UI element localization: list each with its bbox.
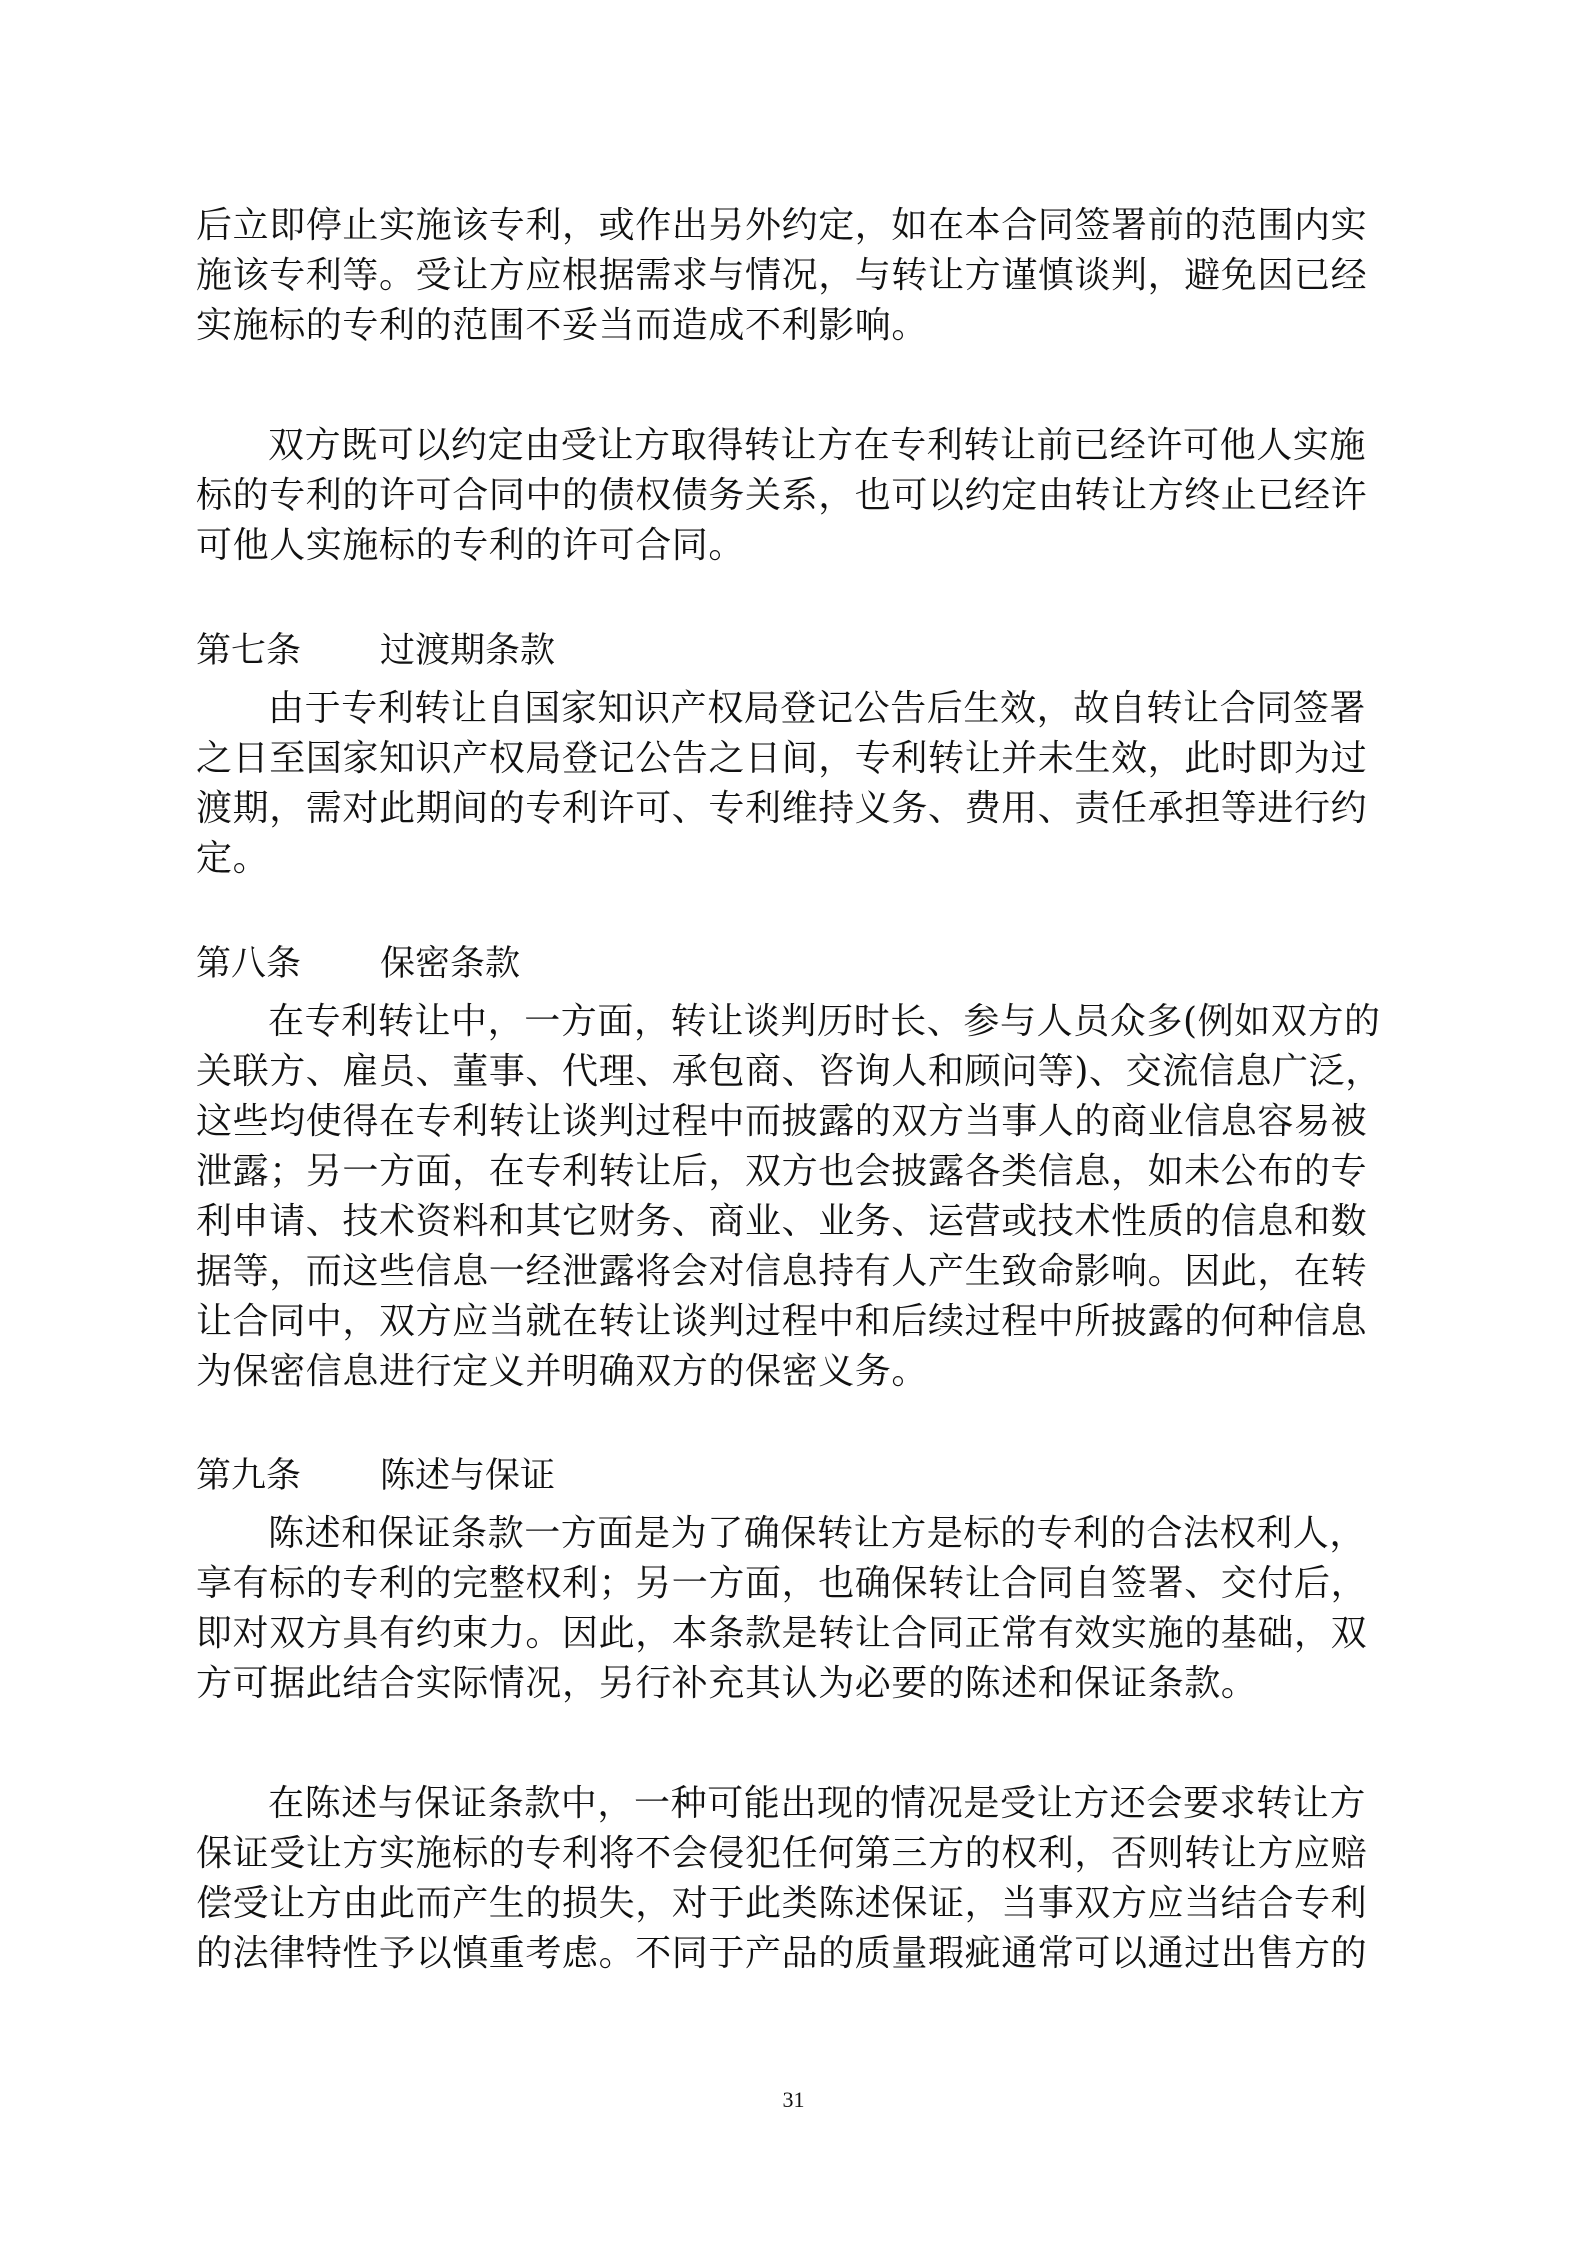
text-line: 可他人实施标的专利的许可合同。 — [196, 525, 746, 566]
text-line: 定。 — [196, 838, 270, 879]
text-line: 利申请、技术资料和其它财务、商业、业务、运营或技术性质的信息和数 — [196, 1201, 1368, 1242]
text-line: 方可据此结合实际情况，另行补充其认为必要的陈述和保证条款。 — [196, 1663, 1258, 1704]
article-number: 第九条 — [196, 1456, 302, 1496]
text-line: 关联方、雇员、董事、代理、承包商、咨询人和顾问等)、交流信息广泛， — [196, 1051, 1382, 1092]
text-line: 泄露；另一方面，在专利转让后，双方也会披露各类信息，如未公布的专 — [196, 1151, 1368, 1192]
article-number: 第八条 — [196, 944, 302, 984]
text-line: 之日至国家知识产权局登记公告之日间，专利转让并未生效，此时即为过 — [196, 738, 1368, 779]
article-number: 第七条 — [196, 631, 302, 671]
text-line: 标的专利的许可合同中的债权债务关系，也可以约定由转让方终止已经许 — [196, 475, 1368, 516]
text-line: 施该专利等。受让方应根据需求与情况，与转让方谨慎谈判，避免因已经 — [196, 255, 1368, 296]
text-line: 双方既可以约定由受让方取得转让方在专利转让前已经许可他人实施 — [268, 425, 1367, 466]
text-line: 即对双方具有约束力。因此，本条款是转让合同正常有效实施的基础，双 — [196, 1613, 1368, 1654]
text-line: 为保密信息进行定义并明确双方的保密义务。 — [196, 1351, 929, 1392]
article-title: 保密条款 — [380, 944, 521, 984]
text-line: 由于专利转让自国家知识产权局登记公告后生效，故自转让合同签署 — [268, 688, 1367, 729]
text-line: 渡期，需对此期间的专利许可、专利维持义务、费用、责任承担等进行约 — [196, 788, 1368, 829]
page-number: 31 — [782, 2087, 805, 2112]
text-line: 在专利转让中，一方面，转让谈判历时长、参与人员众多(例如双方的 — [268, 1001, 1381, 1042]
text-line: 实施标的专利的范围不妥当而造成不利影响。 — [196, 305, 929, 346]
text-line: 偿受让方由此而产生的损失，对于此类陈述保证，当事双方应当结合专利 — [196, 1883, 1368, 1924]
article-title: 陈述与保证 — [380, 1456, 556, 1496]
text-line: 陈述和保证条款一方面是为了确保转让方是标的专利的合法权利人， — [268, 1513, 1367, 1554]
text-line: 这些均使得在专利转让谈判过程中而披露的双方当事人的商业信息容易被 — [196, 1101, 1368, 1142]
text-line: 据等，而这些信息一经泄露将会对信息持有人产生致命影响。因此，在转 — [196, 1251, 1368, 1292]
text-line: 在陈述与保证条款中，一种可能出现的情况是受让方还会要求转让方 — [268, 1783, 1367, 1824]
text-line: 后立即停止实施该专利，或作出另外约定，如在本合同签署前的范围内实 — [196, 205, 1368, 246]
text-line: 让合同中，双方应当就在转让谈判过程中和后续过程中所披露的何种信息 — [196, 1301, 1368, 1342]
article-title: 过渡期条款 — [380, 631, 556, 671]
text-line: 的法律特性予以慎重考虑。不同于产品的质量瑕疵通常可以通过出售方的 — [196, 1933, 1368, 1974]
text-line: 享有标的专利的完整权利；另一方面，也确保转让合同自签署、交付后， — [196, 1563, 1368, 1604]
text-line: 保证受让方实施标的专利将不会侵犯任何第三方的权利，否则转让方应赔 — [196, 1833, 1368, 1874]
